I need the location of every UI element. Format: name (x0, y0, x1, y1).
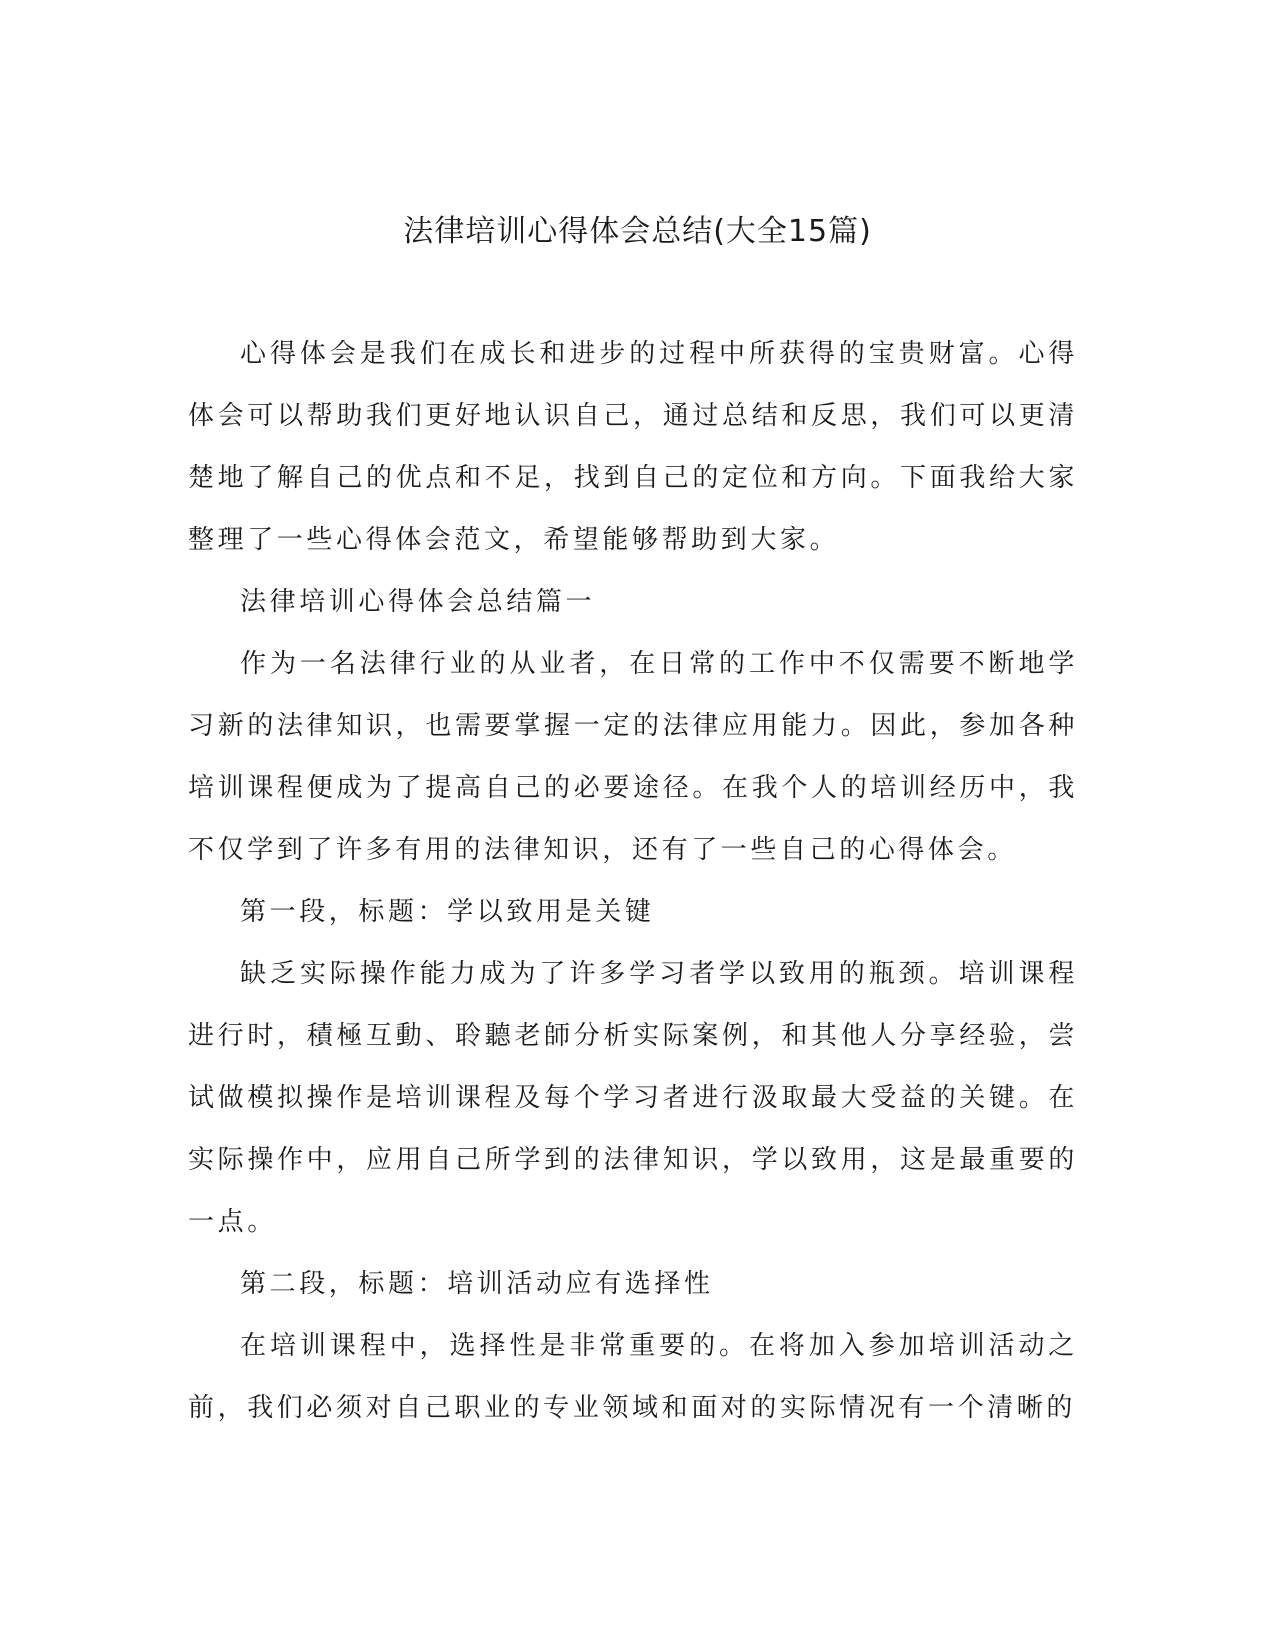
section-heading-1: 法律培训心得体会总结篇一 (240, 587, 596, 617)
subsection-heading-2: 第二段，标题：培训活动应有选择性 (240, 1269, 714, 1299)
intro-paragraph: 心得体会是我们在成长和进步的过程中所获得的宝贵财富。心得体会可以帮助我们更好地认识自己，通过总结和反思，我们可以更清楚地了解自己的优点和不足，找到自己的定位和方向。下面我给大家整理了一些心得体会范文，希望能够帮助到大家。 (188, 339, 1078, 555)
body-paragraph: 缺乏实际操作能力成为了许多学习者学以致用的瓶颈。培训课程进行时，積極互動、聆聽老師分析实际案例，和其他人分享经验，尝试做模拟操作是培训课程及每个学习者进行汲取最大受益的关键。在实际操作中，应用自己所学到的法律知识，学以致用，这是最重要的一点。 (188, 959, 1078, 1237)
body-paragraph: 在培训课程中，选择性是非常重要的。在将加入参加培训活动之前，我们必须对自己职业的专业领域和面对的实际情况有一个清晰的 (188, 1331, 1078, 1423)
subsection-heading-1: 第一段，标题：学以致用是关键 (240, 897, 655, 927)
document-title: 法律培训心得体会总结(大全15篇) (403, 214, 872, 249)
document-body (188, 323, 1078, 1439)
body-paragraph: 作为一名法律行业的从业者，在日常的工作中不仅需要不断地学习新的法律知识，也需要掌握一定的法律应用能力。因此，参加各种培训课程便成为了提高自己的必要途径。在我个人的培训经历中，我不仅学到了许多有用的法律知识，还有了一些自己的心得体会。 (188, 649, 1078, 865)
